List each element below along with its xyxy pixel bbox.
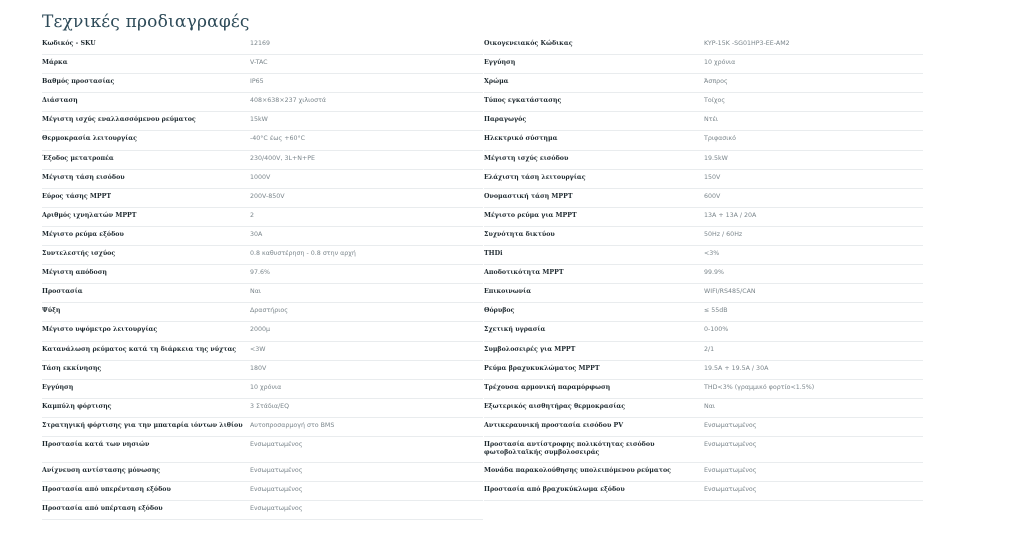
- spec-row: [42, 303, 483, 322]
- spec-value: 2/1: [704, 345, 715, 353]
- spec-value: Άσπρος: [704, 78, 728, 86]
- spec-value: 50Hz / 60Hz: [704, 230, 743, 238]
- spec-row: [484, 399, 923, 418]
- spec-row: [484, 131, 923, 150]
- spec-value: KYP-15K -SG01HP3-EE-AM2: [704, 40, 790, 47]
- spec-value: 150V: [704, 173, 721, 181]
- spec-label: Μάρκα: [42, 59, 68, 67]
- spec-label: Μέγιστη ισχύς εισόδου: [484, 154, 569, 162]
- spec-row: [484, 227, 923, 246]
- spec-label: Συντελεστής ισχύος: [42, 250, 116, 258]
- spec-value: Τοίχος: [704, 97, 726, 105]
- spec-label: Μέγιστη τάση εισόδου: [42, 173, 125, 181]
- spec-row: [42, 418, 483, 437]
- spec-row: [42, 342, 483, 361]
- spec-label: Προστασία από υπέρταση εξόδου: [42, 505, 163, 513]
- spec-row: [484, 112, 923, 131]
- spec-row: [42, 399, 483, 418]
- spec-row: [484, 284, 923, 303]
- spec-row: [484, 74, 923, 93]
- spec-value: 200V-850V: [250, 192, 285, 200]
- spec-label: Ελάχιστη τάση λειτουργίας: [484, 173, 586, 181]
- spec-value: Τριφασικό: [704, 135, 736, 143]
- spec-row: [42, 284, 483, 303]
- spec-label: Βαθμός προστασίας: [42, 78, 115, 86]
- spec-label: Προστασία από υπερένταση εξόδου: [42, 486, 171, 494]
- spec-value: Ενσωματωμένος: [704, 466, 757, 474]
- spec-value: IP65: [250, 78, 264, 86]
- spec-row: [42, 482, 483, 501]
- spec-label: Μέγιστο ρεύμα για MPPT: [484, 211, 577, 219]
- spec-row: [42, 463, 483, 482]
- spec-row: [42, 501, 483, 520]
- spec-label: Συχνότητα δικτύου: [484, 230, 555, 238]
- spec-label: Ρεύμα βραχυκυκλώματος MPPT: [484, 364, 600, 372]
- spec-row: [42, 151, 483, 170]
- spec-row: [484, 303, 923, 322]
- spec-value: -40°C έως +60°C: [250, 135, 306, 143]
- spec-row: [484, 151, 923, 170]
- spec-value: 0.8 καθυστέρηση - 0.8 στην αρχή: [250, 250, 356, 258]
- spec-label: Εξωτερικός αισθητήρας θερμοκρασίας: [484, 402, 626, 410]
- spec-row: [484, 208, 923, 227]
- spec-row: [484, 55, 923, 74]
- spec-label: Τάση εκκίνησης: [42, 364, 102, 372]
- spec-value: 99.9%: [704, 269, 725, 277]
- spec-row: [484, 265, 923, 284]
- spec-value: Ντέι: [704, 116, 719, 124]
- spec-value: V-TAC: [250, 59, 268, 67]
- spec-value: 10 χρόνια: [250, 383, 282, 391]
- spec-value: Ναι: [704, 402, 715, 410]
- spec-row: [484, 322, 923, 341]
- spec-label: Μονάδα παρακολούθησης υπολειπόμενου ρεύματος: [484, 466, 671, 474]
- spec-value: 10 χρόνια: [704, 59, 736, 67]
- spec-label: Μέγιστη ισχύς εναλλασσόμενου ρεύματος: [42, 116, 196, 124]
- spec-value: 15kW: [250, 116, 268, 124]
- spec-value: Ενσωματωμένος: [704, 486, 757, 494]
- spec-label: Ανίχνευση αντίστασης μόνωσης: [42, 466, 161, 474]
- spec-label: Εύρος τάσης MPPT: [42, 192, 112, 200]
- spec-value: 13A + 13A / 20A: [704, 211, 757, 219]
- specs-column-right: [484, 36, 923, 501]
- spec-value: 30A: [250, 230, 263, 238]
- spec-value: Ενσωματωμένος: [704, 421, 757, 429]
- spec-row: [484, 170, 923, 189]
- spec-value: Ενσωματωμένος: [704, 440, 757, 448]
- spec-row: [42, 189, 483, 208]
- spec-label: Διάσταση: [42, 97, 78, 105]
- spec-value: 97.6%: [250, 269, 271, 277]
- spec-label: Προστασία: [42, 288, 83, 296]
- spec-value: 12169: [250, 40, 271, 47]
- spec-label: Σχετική υγρασία: [484, 326, 546, 334]
- spec-row: [42, 380, 483, 399]
- spec-row: [42, 55, 483, 74]
- spec-value: Αυτοπροσαρμογή στο BMS: [250, 421, 335, 429]
- spec-value: 2000μ: [250, 326, 271, 334]
- spec-label: Αποδοτικότητα MPPT: [484, 269, 564, 277]
- spec-label: Στρατηγική φόρτισης για την μπαταρία ιόντων λιθίου: [42, 421, 243, 429]
- spec-label: Προστασία από βραχυκύκλωμα εξόδου: [484, 486, 625, 494]
- spec-label: Κωδικός - SKU: [42, 40, 96, 47]
- spec-row: [42, 208, 483, 227]
- spec-value: 180V: [250, 364, 267, 372]
- spec-row: [42, 227, 483, 246]
- spec-value: 2: [250, 211, 255, 219]
- spec-label: Χρώμα: [484, 78, 509, 86]
- spec-row: [42, 322, 483, 341]
- spec-row: [42, 246, 483, 265]
- spec-value: Ενσωματωμένος: [250, 440, 303, 448]
- spec-label: Οικογενειακός Κώδικας: [484, 40, 573, 47]
- spec-label: Προστασία αντίστροφης πολικότητας εισόδου φωτοβολταϊκής συμβολοσειράς: [484, 440, 655, 456]
- spec-row: [42, 170, 483, 189]
- spec-value: <3%: [704, 250, 720, 258]
- spec-label: Επικοινωνία: [484, 288, 532, 296]
- spec-row: [484, 482, 923, 501]
- page-title: Τεχνικές προδιαγραφές: [42, 12, 250, 32]
- spec-label: Παραγωγός: [484, 116, 527, 124]
- spec-label: Ηλεκτρικό σύστημα: [484, 135, 558, 143]
- spec-value: 600V: [704, 192, 721, 200]
- spec-label: Έξοδος μετατροπέα: [42, 154, 114, 162]
- spec-label: Κατανάλωση ρεύματος κατά τη διάρκεια της νύχτας: [42, 345, 237, 353]
- spec-value: 0-100%: [704, 326, 729, 334]
- spec-label: Εγγύηση: [42, 383, 74, 391]
- spec-label: Τρέχουσα αρμονική παραμόρφωση: [484, 383, 611, 391]
- spec-label: Προστασία κατά των νησιών: [42, 440, 150, 448]
- spec-value: ≤ 55dB: [704, 307, 728, 315]
- spec-label: Καμπύλη φόρτισης: [42, 402, 112, 410]
- spec-row: [484, 361, 923, 380]
- spec-row: [42, 93, 483, 112]
- spec-row: [484, 93, 923, 112]
- spec-value: WIFI/RS485/CAN: [704, 288, 756, 296]
- spec-value: 19.5A + 19.5A / 30A: [704, 364, 769, 372]
- spec-value: 1000V: [250, 173, 271, 181]
- spec-row: [42, 437, 483, 463]
- spec-value: 408×638×237 χιλιοστά: [250, 97, 327, 105]
- spec-row: [484, 36, 923, 55]
- spec-label: Ψύξη: [42, 307, 61, 315]
- spec-value: Ενσωματωμένος: [250, 486, 303, 494]
- spec-row: [484, 342, 923, 361]
- spec-value: Ενσωματωμένος: [250, 466, 303, 474]
- spec-row: [42, 36, 483, 55]
- spec-row: [42, 361, 483, 380]
- spec-value: <3W: [250, 345, 266, 353]
- spec-label: Μέγιστη απόδοση: [42, 269, 107, 277]
- spec-row: [484, 437, 923, 463]
- spec-label: THDi: [484, 250, 503, 258]
- spec-row: [484, 246, 923, 265]
- spec-row: [42, 74, 483, 93]
- spec-row: [42, 131, 483, 150]
- spec-value: 19.5kW: [704, 154, 728, 162]
- specs-column-left: [42, 36, 483, 520]
- spec-label: Αντικεραυνική προστασία εισόδου PV: [484, 421, 624, 429]
- spec-label: Μέγιστο ρεύμα εξόδου: [42, 230, 124, 238]
- spec-row: [484, 418, 923, 437]
- spec-row: [42, 112, 483, 131]
- spec-row: [484, 463, 923, 482]
- spec-value: THD<3% (γραμμικό φορτίο<1.5%): [704, 383, 815, 391]
- spec-value: Ενσωματωμένος: [250, 505, 303, 513]
- spec-label: Μέγιστο υψόμετρο λειτουργίας: [42, 326, 158, 334]
- spec-label: Θόρυβος: [484, 307, 515, 315]
- spec-label: Αριθμός ιχνηλατών MPPT: [42, 211, 137, 219]
- spec-value: Δραστήριος: [250, 307, 288, 315]
- spec-label: Τύπος εγκατάστασης: [484, 97, 562, 105]
- spec-value: Ναι: [250, 288, 261, 296]
- spec-value: 3 Στάδια/EQ: [250, 402, 290, 410]
- spec-label: Εγγύηση: [484, 59, 516, 67]
- spec-row: [42, 265, 483, 284]
- spec-row: [484, 380, 923, 399]
- spec-label: Συμβολοσειρές για MPPT: [484, 345, 576, 353]
- spec-label: Θερμοκρασία λειτουργίας: [42, 135, 137, 143]
- spec-value: 230/400V, 3L+N+PE: [250, 154, 316, 162]
- spec-label: Ονομαστική τάση MPPT: [484, 192, 573, 200]
- spec-row: [484, 189, 923, 208]
